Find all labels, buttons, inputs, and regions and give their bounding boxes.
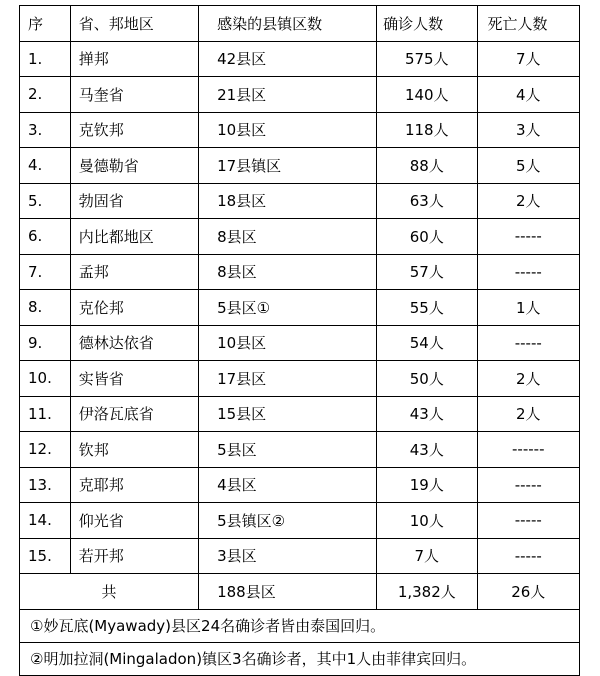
row-number: 4. (20, 148, 71, 184)
footnote-2: ②明加拉洞(Mingaladon)镇区3名确诊者，其中1人由菲律宾回归。 (20, 642, 580, 675)
covid-stats-table (19, 5, 580, 676)
row-number: 1. (20, 41, 71, 77)
footnote-1: ①妙瓦底(Myawady)县区24名确诊者皆由泰国回归。 (20, 609, 580, 642)
deaths-count: 3人 (477, 112, 580, 148)
confirmed-cases: 118人 (377, 112, 477, 148)
region-name: 掸邦 (70, 41, 198, 77)
row-number: 13. (20, 467, 71, 503)
header-deaths: 死亡人数 (477, 6, 580, 42)
region-name: 钦邦 (70, 432, 198, 468)
affected-towns: 17县区 (199, 361, 377, 397)
header-towns: 感染的县镇区数 (199, 6, 377, 42)
row-number: 12. (20, 432, 71, 468)
affected-towns: 8县区 (199, 219, 377, 255)
confirmed-cases: 140人 (377, 77, 477, 113)
confirmed-cases: 10人 (377, 503, 477, 539)
row-number: 10. (20, 361, 71, 397)
table-row (20, 41, 580, 77)
affected-towns: 42县区 (199, 41, 377, 77)
note-row (20, 642, 580, 675)
affected-towns: 10县区 (199, 112, 377, 148)
affected-towns: 15县区 (199, 396, 377, 432)
region-name: 实皆省 (70, 361, 198, 397)
row-number: 11. (20, 396, 71, 432)
confirmed-cases: 19人 (377, 467, 477, 503)
table-row (20, 503, 580, 539)
row-number: 2. (20, 77, 71, 113)
confirmed-cases: 43人 (377, 432, 477, 468)
row-number: 8. (20, 290, 71, 326)
table-row (20, 77, 580, 113)
affected-towns: 21县区 (199, 77, 377, 113)
confirmed-cases: 575人 (377, 41, 477, 77)
table-row (20, 112, 580, 148)
deaths-count: ----- (477, 219, 580, 255)
row-number: 14. (20, 503, 71, 539)
confirmed-cases: 88人 (377, 148, 477, 184)
row-number: 3. (20, 112, 71, 148)
confirmed-cases: 55人 (377, 290, 477, 326)
table-header-row (20, 6, 580, 42)
region-name: 克耶邦 (70, 467, 198, 503)
confirmed-cases: 60人 (377, 219, 477, 255)
total-towns: 188县区 (199, 574, 377, 610)
table-row (20, 396, 580, 432)
confirmed-cases: 57人 (377, 254, 477, 290)
region-name: 马奎省 (70, 77, 198, 113)
total-label: 共 (20, 574, 199, 610)
table-row (20, 325, 580, 361)
region-name: 勃固省 (70, 183, 198, 219)
table-row (20, 432, 580, 468)
table-row (20, 183, 580, 219)
header-cases: 确诊人数 (377, 6, 477, 42)
affected-towns: 4县区 (199, 467, 377, 503)
header-region: 省、邦地区 (70, 6, 198, 42)
deaths-count: 1人 (477, 290, 580, 326)
affected-towns: 17县镇区 (199, 148, 377, 184)
deaths-count: 2人 (477, 183, 580, 219)
row-number: 9. (20, 325, 71, 361)
total-deaths: 26人 (477, 574, 580, 610)
table-body (20, 41, 580, 574)
deaths-count: 2人 (477, 396, 580, 432)
total-cases: 1,382人 (377, 574, 477, 610)
deaths-count: ----- (477, 325, 580, 361)
total-row (20, 574, 580, 610)
table-row (20, 219, 580, 255)
region-name: 仰光省 (70, 503, 198, 539)
row-number: 7. (20, 254, 71, 290)
row-number: 15. (20, 538, 71, 574)
deaths-count: ----- (477, 538, 580, 574)
confirmed-cases: 50人 (377, 361, 477, 397)
note-row (20, 609, 580, 642)
confirmed-cases: 63人 (377, 183, 477, 219)
region-name: 孟邦 (70, 254, 198, 290)
table-row (20, 254, 580, 290)
deaths-count: ----- (477, 254, 580, 290)
region-name: 曼德勒省 (70, 148, 198, 184)
deaths-count: ----- (477, 503, 580, 539)
affected-towns: 10县区 (199, 325, 377, 361)
confirmed-cases: 54人 (377, 325, 477, 361)
region-name: 德林达依省 (70, 325, 198, 361)
table-row (20, 290, 580, 326)
deaths-count: 2人 (477, 361, 580, 397)
deaths-count: 4人 (477, 77, 580, 113)
region-name: 克钦邦 (70, 112, 198, 148)
affected-towns: 3县区 (199, 538, 377, 574)
deaths-count: 7人 (477, 41, 580, 77)
affected-towns: 8县区 (199, 254, 377, 290)
table-row (20, 361, 580, 397)
region-name: 若开邦 (70, 538, 198, 574)
affected-towns: 5县区① (199, 290, 377, 326)
affected-towns: 5县区 (199, 432, 377, 468)
region-name: 克伦邦 (70, 290, 198, 326)
confirmed-cases: 7人 (377, 538, 477, 574)
row-number: 6. (20, 219, 71, 255)
row-number: 5. (20, 183, 71, 219)
table-row (20, 467, 580, 503)
region-name: 内比都地区 (70, 219, 198, 255)
region-name: 伊洛瓦底省 (70, 396, 198, 432)
affected-towns: 18县区 (199, 183, 377, 219)
deaths-count: ------ (477, 432, 580, 468)
confirmed-cases: 43人 (377, 396, 477, 432)
covid-table-frame (19, 5, 580, 676)
deaths-count: 5人 (477, 148, 580, 184)
header-no: 序 (20, 6, 71, 42)
table-row (20, 148, 580, 184)
affected-towns: 5县镇区② (199, 503, 377, 539)
deaths-count: ----- (477, 467, 580, 503)
table-row (20, 538, 580, 574)
